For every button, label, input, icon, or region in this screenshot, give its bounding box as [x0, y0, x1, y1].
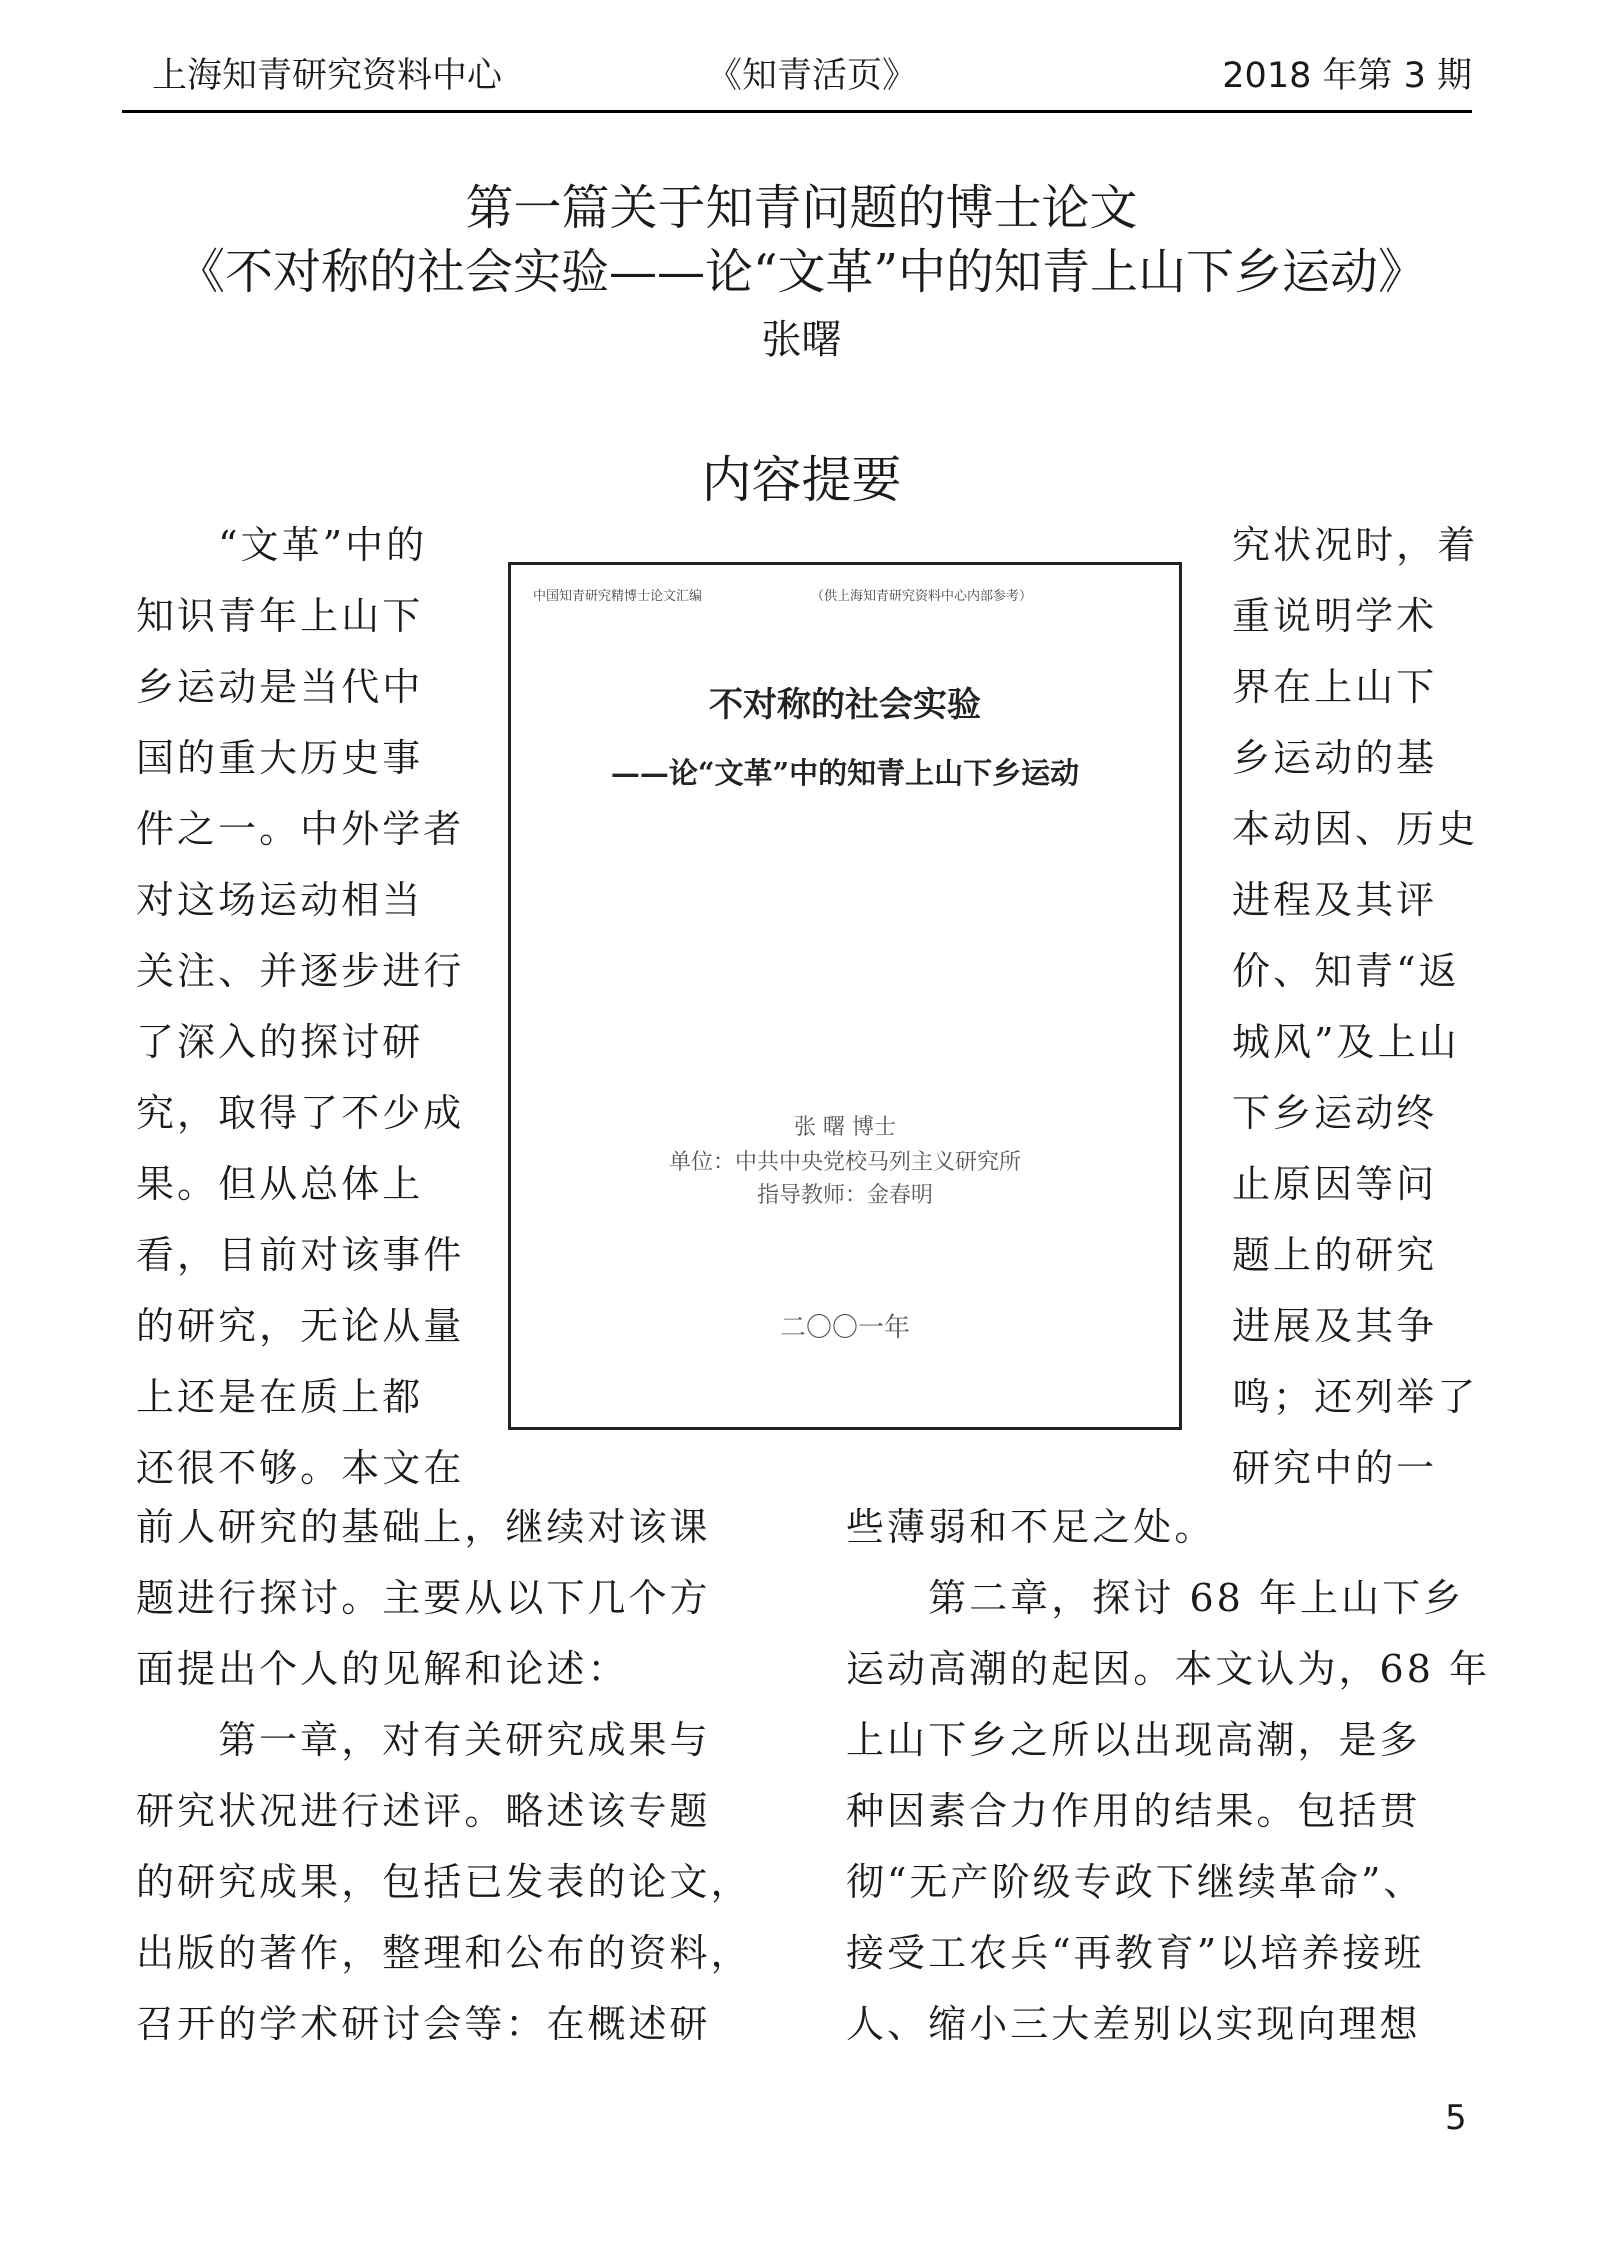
text-line: 看，目前对该事件	[136, 1233, 465, 1277]
cover-year: 二〇〇一年	[779, 1313, 910, 1343]
text-line: 种因素合力作用的结果。包括贯	[846, 1789, 1421, 1833]
abstract-right-wrap	[1232, 510, 1478, 1504]
section-heading: 内容提要	[701, 451, 902, 509]
text-line: 运动高潮的起因。本文认为，68 年	[846, 1647, 1491, 1691]
cover-title: 不对称的社会实验	[709, 685, 981, 725]
cover-advisor: 指导教师：金春明	[756, 1183, 933, 1208]
text-line: 究状况时，着	[1232, 523, 1479, 567]
text-line: 了深入的探讨研	[136, 1020, 424, 1064]
text-line: 鸣；还列举了	[1232, 1375, 1479, 1419]
text-line: 对这场运动相当	[136, 878, 424, 922]
text-line: 乡运动的基	[1232, 736, 1438, 780]
title-block	[0, 180, 1603, 372]
text-line: 止原因等问	[1232, 1162, 1438, 1206]
text-line: 研究状况进行述评。略述该专题	[136, 1789, 711, 1833]
header-publisher: 上海知青研究资料中心	[152, 56, 503, 96]
header-rule	[122, 110, 1472, 113]
text-line: 件之一。中外学者	[136, 807, 465, 851]
page-number: 5	[1445, 2098, 1467, 2138]
text-line: 题上的研究	[1232, 1233, 1438, 1277]
article-title: 第一篇关于知青问题的博士论文	[465, 180, 1138, 236]
text-line: 果。但从总体上	[136, 1162, 424, 1206]
text-line: 知识青年上山下	[136, 594, 424, 638]
text-line: 人、缩小三大差别以实现向理想	[846, 2002, 1421, 2046]
text-line: 的研究成果，包括已发表的论文，	[136, 1860, 752, 1904]
header-journal: 《知青活页》	[707, 56, 918, 96]
thesis-cover-image	[508, 562, 1182, 1430]
cover-series-label: 中国知青研究精博士论文汇编	[533, 589, 703, 604]
body-column-right	[846, 1492, 1490, 2060]
text-line: 些薄弱和不足之处。	[846, 1505, 1216, 1549]
text-line: 还很不够。本文在	[136, 1446, 465, 1490]
text-line: 重说明学术	[1232, 594, 1438, 638]
text-line: “文革”中的	[136, 523, 428, 567]
text-line: 本动因、历史	[1232, 807, 1479, 851]
cover-subtitle: ——论“文革”中的知青上山下乡运动	[610, 756, 1080, 790]
text-line: 上还是在质上都	[136, 1375, 424, 1419]
text-line: 接受工农兵“再教育”以培养接班	[846, 1931, 1425, 1975]
text-line: 进展及其争	[1232, 1304, 1438, 1348]
text-line: 题进行探讨。主要从以下几个方	[136, 1576, 711, 1620]
text-line: 上山下乡之所以出现高潮，是多	[846, 1718, 1421, 1762]
text-line: 下乡运动终	[1232, 1091, 1438, 1135]
cover-author: 张 曙 博士	[794, 1115, 896, 1140]
text-line: 界在上山下	[1232, 665, 1438, 709]
cover-unit: 单位：中共中央党校马列主义研究所	[668, 1150, 1021, 1175]
abstract-left-wrap	[136, 510, 464, 1504]
text-line: 价、知青“返	[1232, 949, 1460, 993]
text-line: 前人研究的基础上，继续对该课	[136, 1505, 711, 1549]
cover-note: （供上海知青研究资料中心内部参考）	[811, 589, 1033, 604]
text-line: 城风”及上山	[1232, 1020, 1460, 1064]
text-line: 第一章，对有关研究成果与	[136, 1718, 711, 1762]
article-author: 张曙	[761, 317, 842, 363]
text-line: 进程及其评	[1232, 878, 1438, 922]
text-line: 第二章，探讨 68 年上山下乡	[846, 1576, 1465, 1620]
running-header	[152, 48, 1472, 98]
thesis-title: 《不对称的社会实验——论“文革”中的知青上山下乡运动》	[176, 244, 1427, 300]
text-line: 的研究，无论从量	[136, 1304, 465, 1348]
text-line: 面提出个人的见解和论述：	[136, 1647, 629, 1691]
text-line: 彻“无产阶级专政下继续革命”、	[846, 1860, 1425, 1904]
text-line: 召开的学术研讨会等：在概述研	[136, 2002, 711, 2046]
body-column-left	[136, 1492, 752, 2060]
text-line: 国的重大历史事	[136, 736, 424, 780]
text-line: 乡运动是当代中	[136, 665, 424, 709]
text-line: 究，取得了不少成	[136, 1091, 465, 1135]
text-line: 出版的著作，整理和公布的资料，	[136, 1931, 752, 1975]
text-line: 关注、并逐步进行	[136, 949, 465, 993]
text-line: 研究中的一	[1232, 1446, 1438, 1490]
header-issue: 2018 年第 3 期	[1222, 56, 1472, 96]
